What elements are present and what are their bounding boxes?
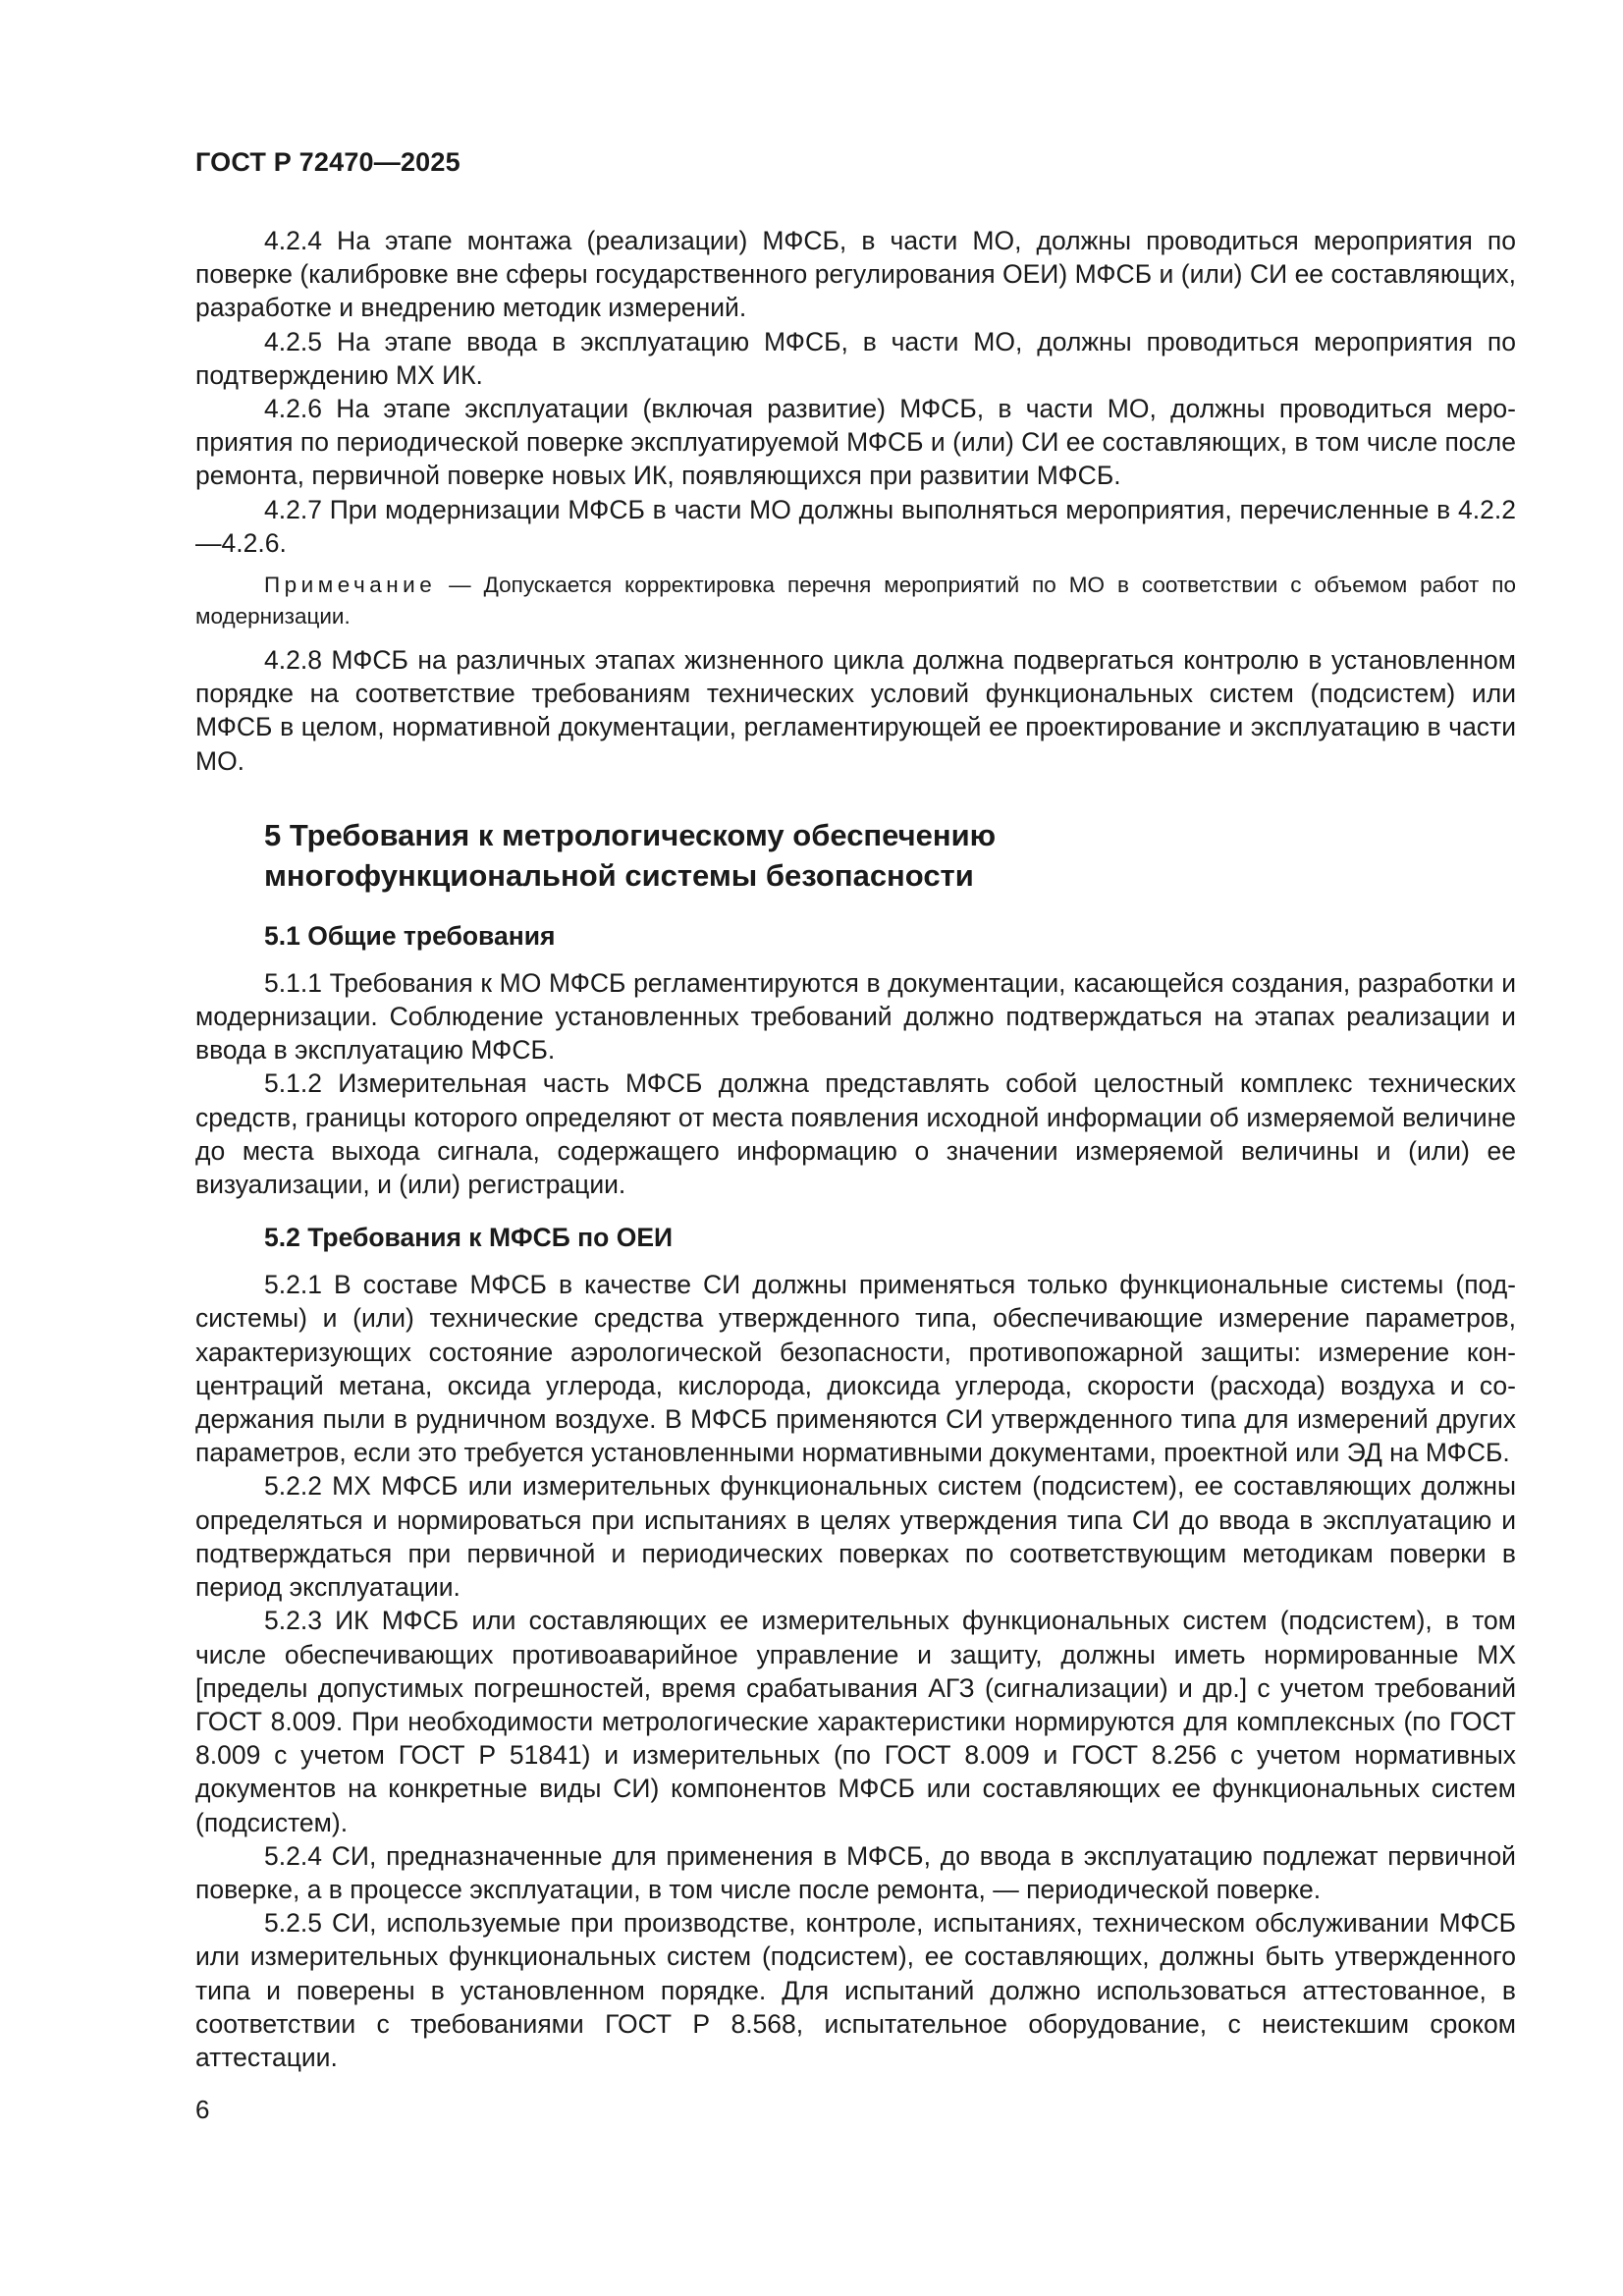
paragraph-5-2-1: 5.2.1 В составе МФСБ в качестве СИ должны применяться только функциональные системы (подсистемы) и (или) технические средства утвержденного типа, обеспечивающие измерение параметров, характеризующих состояние аэрологической безопасности, противопожарной защиты: измерение концентраций метана, оксида углерода, кислорода, диоксида углерода, скорости (расхода) воздуха и содержания пыли в рудничном воздухе. В МФСБ применяются СИ утвержденного типа для измерений других параметров, если это требуется установленными нормативными документами, проектной или ЭД на МФСБ. [195,1270,1516,1468]
paragraph-5-1-2: 5.1.2 Измерительная часть МФСБ должна представлять собой целостный комплекс технических средств, границы которого определяют от места появления исходной информации об измеряемой величине до места выхода сигнала, содержащего информацию о значении измеряемой величины и (или) ее визуализации, и (или) регистрации. [195,1068,1516,1200]
paragraph-5-2-5: 5.2.5 СИ, используемые при производстве, контроле, испытаниях, техническом обслуживании МФСБ или измерительных функциональных систем (подсистем), ее составляющих, должны быть утвержденного типа и поверены в установленном порядке. Для испытаний должно использоваться аттестованное, в соответствии с требованиями ГОСТ Р 8.568, испытательное оборудование, с неистекшим сроком аттестации. [195,1908,1516,2072]
paragraph-5-2-2: 5.2.2 МХ МФСБ или измерительных функциональных систем (подсистем), ее составляющих должны определяться и нормироваться при испытаниях в целях утверждения типа СИ до ввода в эксплуатацию и подтверждаться при первичной и периодических поверках по соответствующим методикам поверки в период эксплуатации. [195,1471,1516,1603]
section-5-title [264,815,1516,896]
note [195,570,1516,631]
paragraph-4-2-4: 4.2.4 На этапе монтажа (реализации) МФСБ, в части МО, должны проводиться мероприятия по поверке (калибровке вне сферы государственного регулирования ОЕИ) МФСБ и (или) СИ ее составляющих, разработке и внедрению методик измерений. [195,226,1516,323]
paragraph-4-2-6: 4.2.6 На этапе эксплуатации (включая развитие) МФСБ, в части МО, должны проводиться мероприятия по периодической поверке эксплуатируемой МФСБ и (или) СИ ее составляющих, в том числе после ремонта, первичной поверке новых ИК, появляющихся при развитии МФСБ. [195,394,1516,491]
note-label: Примечание [264,573,437,598]
paragraph-5-1-1: 5.1.1 Требования к МО МФСБ регламентируются в документации, касающейся создания, разработки и модернизации. Соблюдение установленных требований должно подтверждаться на этапах реализации и ввода в эксплуатацию МФСБ. [195,967,1516,1066]
paragraph-5-2-3: 5.2.3 ИК МФСБ или составляющих ее измерительных функциональных систем (подсистем), в том числе обеспечивающих противоаварийное управление и защиту, должны иметь нормированные МХ [пределы допустимых погрешностей, время срабатывания АГЗ (сигнализации) и др.] с учетом требований ГОСТ 8.009. При необходимости метрологические характеристики нормируются для комплексных (по ГОСТ 8.009 с учетом ГОСТ Р 51841) и измерительных (по ГОСТ 8.009 и ГОСТ 8.256 с учетом нормативных документов на конкретные виды СИ) компонентов МФСБ или составляющих ее функциональных систем (подсистем). [195,1606,1516,1837]
subsection-5-2-title: 5.2 Требования к МФСБ по ОЕИ [264,1223,674,1253]
note-text: — Допускается корректировка перечня мероприятий по МО в соответствии с объемом работ по модернизации. [195,573,1516,629]
paragraph-5-2-4: 5.2.4 СИ, предназначенные для применения в МФСБ, до ввода в эксплуатацию подлежат первичной поверке, а в процессе эксплуатации, в том числе после ремонта, — периодической поверке. [195,1840,1516,1904]
section-5-title-line-2: многофункциональной системы безопасности [264,857,974,893]
paragraph-4-2-5: 4.2.5 На этапе ввода в эксплуатацию МФСБ, в части МО, должны проводиться мероприятия по подтверждению МХ ИК. [195,326,1516,390]
section-5-title-line-1: 5 Требования к метрологическому обеспечению [264,817,997,852]
page-content [195,224,1516,2074]
paragraph-4-2-8: 4.2.8 МФСБ на различных этапах жизненного цикла должна подвергаться контролю в установленном порядке на соответствие требованиям технических условий функциональных систем (подсистем) или МФСБ в целом, нормативной документации, регламентирующей ее проектирование и эксплуатацию в части МО. [195,645,1516,776]
page-number: 6 [195,2095,210,2124]
paragraph-4-2-7: 4.2.7 При модернизации МФСБ в части МО должны выполняться мероприятия, перечисленные в 4.2.2—4.2.6. [195,494,1516,558]
subsection-5-1-title: 5.1 Общие требования [264,920,556,951]
document-code-header: ГОСТ Р 72470—2025 [195,147,460,177]
